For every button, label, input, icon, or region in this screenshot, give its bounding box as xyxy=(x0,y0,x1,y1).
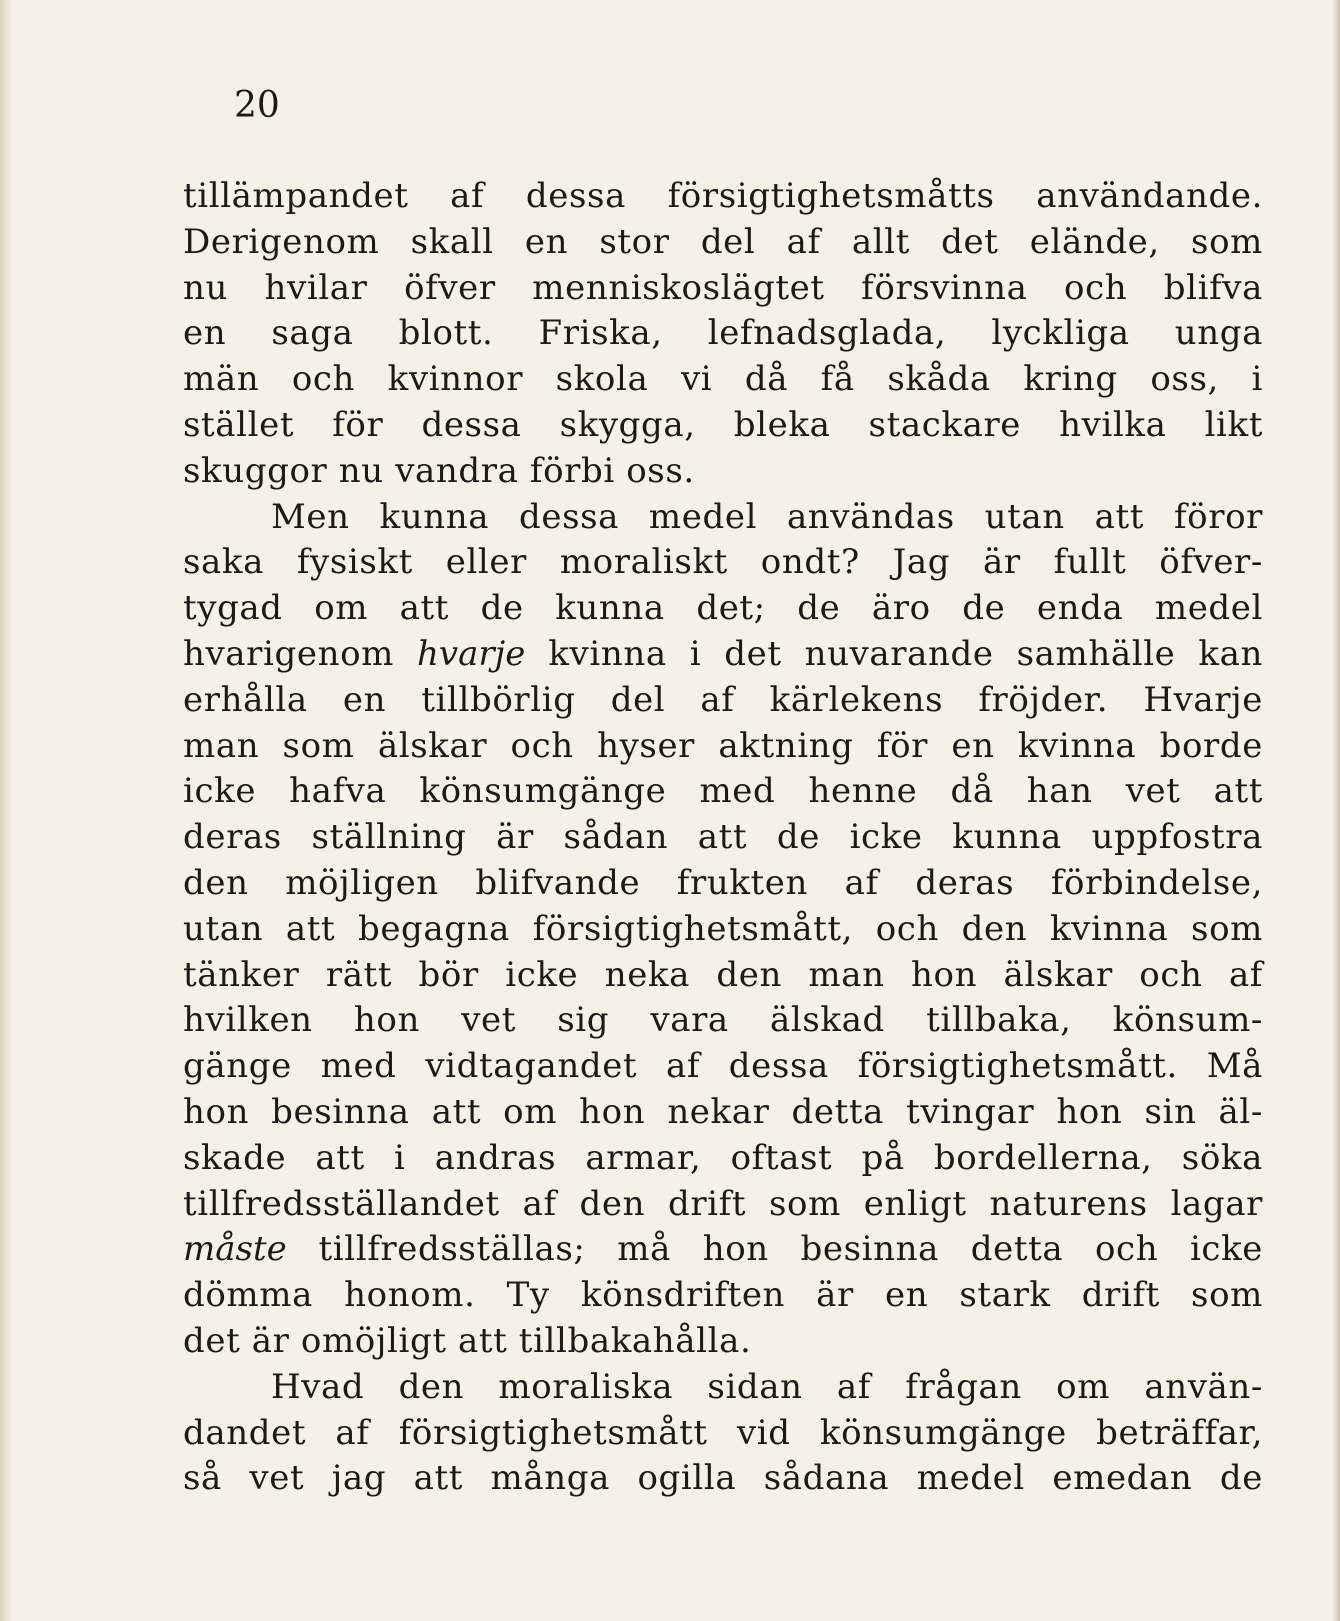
paragraph-start-line: Hvad den moraliska sidan af frågan om använ- xyxy=(271,1366,1263,1407)
text-line: saka fysiskt eller moraliskt ondt? Jag är fullt öfver- xyxy=(183,542,1263,583)
page-left-edge xyxy=(0,0,12,1621)
text-line: stället för dessa skygga, bleka stackare hvilka likt xyxy=(183,404,1263,445)
text-line: Derigenom skall en stor del af allt det elände, som xyxy=(183,221,1263,262)
paragraph-end-line: det är omöjligt att tillbakahålla. xyxy=(183,1320,752,1361)
paragraph-start-line: Men kunna dessa medel användas utan att föror xyxy=(271,496,1263,537)
text-line: deras ställning är sådan att de icke kunna uppfostra xyxy=(183,817,1263,858)
text-line: den möjligen blifvande frukten af deras förbindelse, xyxy=(183,862,1263,903)
text-line: dandet af försigtighetsmått vid könsumgänge beträffar, xyxy=(183,1412,1263,1453)
text-line: icke hafva könsumgänge med henne då han vet att xyxy=(183,771,1263,812)
text-line: tygad om att de kunna det; de äro de enda medel xyxy=(183,588,1263,629)
text-line: man som älskar och hyser aktning för en kvinna borde xyxy=(183,725,1263,766)
text-line: erhålla en tillbörlig del af kärlekens fröjder. Hvarje xyxy=(183,679,1263,720)
text-line: tillämpandet af dessa försigtighetsmåtts användande. xyxy=(183,176,1263,216)
page-number: 20 xyxy=(234,85,280,126)
text-span: tillfredsställas; må hon besinna detta och icke xyxy=(286,1229,1263,1270)
page-right-edge xyxy=(1332,0,1340,1621)
emphasized-word: hvarje xyxy=(417,633,526,674)
text-line: gänge med vidtagandet af dessa försigtighetsmått. Må xyxy=(183,1046,1263,1087)
text-line-with-emphasis xyxy=(183,1227,1263,1273)
text-line-with-emphasis xyxy=(183,632,1263,678)
text-line: så vet jag att många ogilla sådana medel emedan de xyxy=(183,1458,1263,1499)
text-span: kvinna i det nuvarande samhälle kan xyxy=(525,633,1264,674)
paragraph-end-line: skuggor nu vandra förbi oss. xyxy=(183,450,695,491)
emphasized-word: måste xyxy=(183,1229,287,1270)
text-line: tillfredsställandet af den drift som enligt naturens lagar xyxy=(183,1183,1263,1224)
text-line: tänker rätt bör icke neka den man hon älskar och af xyxy=(183,954,1263,995)
text-line: hvilken hon vet sig vara älskad tillbaka, könsum- xyxy=(183,1000,1263,1041)
text-line: utan att begagna försigtighetsmått, och den kvinna som xyxy=(183,908,1263,949)
body-text xyxy=(183,174,1263,1502)
text-line: dömma honom. Ty könsdriften är en stark drift som xyxy=(183,1275,1263,1316)
text-line: en saga blott. Friska, lefnadsglada, lyckliga unga xyxy=(183,313,1263,354)
text-span: hvarigenom xyxy=(183,633,418,674)
text-line: hon besinna att om hon nekar detta tvingar hon sin äl- xyxy=(183,1091,1263,1132)
text-line: nu hvilar öfver menniskoslägtet försvinna och blifva xyxy=(183,267,1263,308)
text-line: män och kvinnor skola vi då få skåda kring oss, i xyxy=(183,359,1263,400)
text-line: skade att i andras armar, oftast på bordellerna, söka xyxy=(183,1137,1263,1178)
